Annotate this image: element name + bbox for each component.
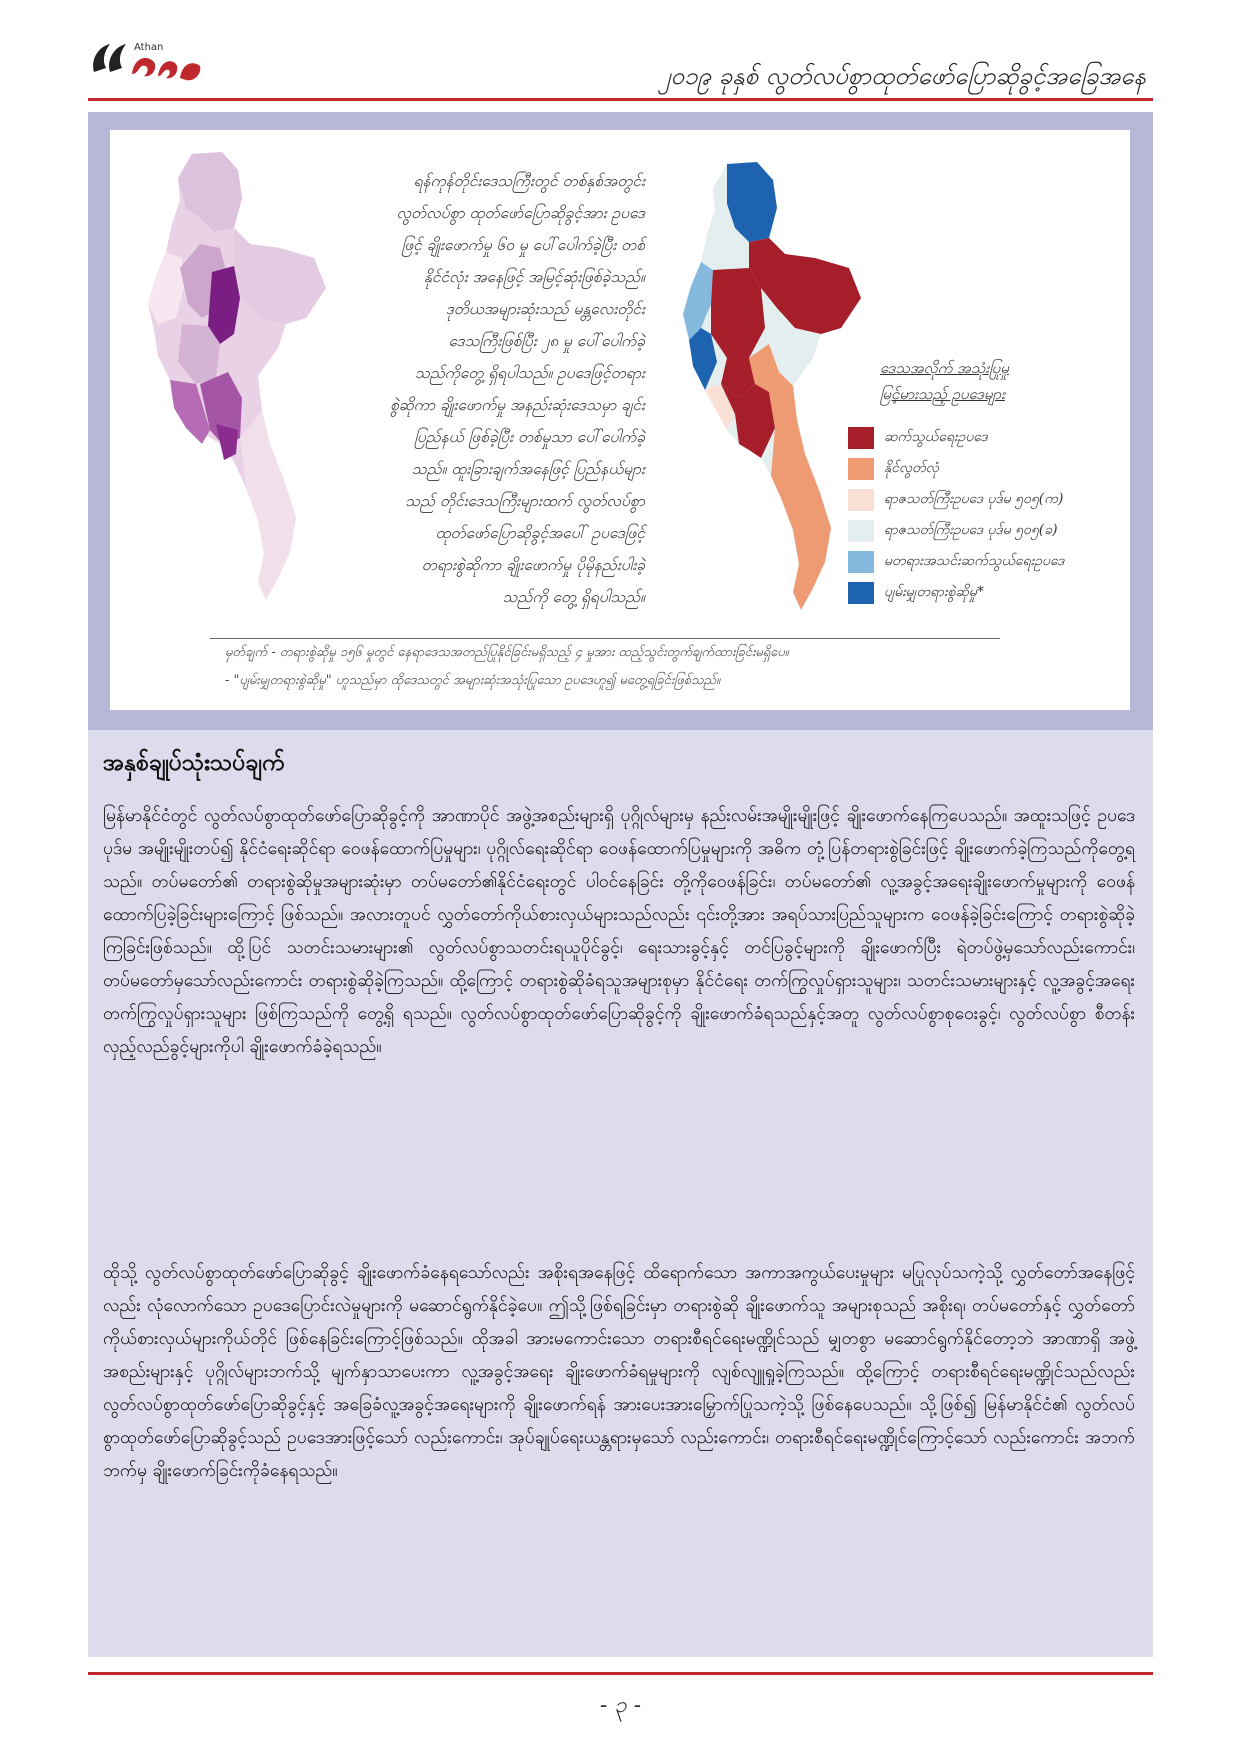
caption-line: သည်။ ထူးခြားချက်အနေဖြင့် ပြည်နယ်များ [411,460,645,478]
athan-logo [88,28,208,92]
caption-line: ဒေသကြီးဖြစ်ပြီး ၂၈ မှု ပေါ်ပေါက်ခဲ့ [448,332,645,350]
caption-line: လွတ်လပ်စွာ ထုတ်ဖော်ပြောဆိုခွင့်အား ဥပဒေ [396,204,645,222]
legend-label: ပျမ်းမျှတရားစွဲဆိုမှု* [884,584,984,600]
legend-title [880,355,1080,407]
legend-label: ရာဇသတ်ကြီးဥပဒေ ပုဒ်မ ၅၀၅(က) [884,491,1064,507]
caption-line: စွဲဆိုကာ ချိုးဖောက်မှု အနည်းဆုံးဒေသမှာ ချင်း [390,396,645,414]
legend-item [848,546,1128,577]
body-paragraph: ထိုသို့ လွတ်လပ်စွာထုတ်ဖော်ပြောဆိုခွင့် ချိုးဖောက်ခံနေရသော်လည်း အစိုးရအနေဖြင့် ထိရောက်သော အကာအကွယ်ပေးမှုများ မပြုလုပ်သကဲ့သို့ လွှတ်တော်အနေဖြင့်လည်း လုံလောက်သော ဥပဒေပြောင်းလဲမှုများကို မဆောင်ရွက်နိုင်ခဲ့ပေ။ ဤသို့ဖြစ်ရခြင်းမှာ တရားစွဲဆို ချိုးဖောက်သူ အများစုသည် အစိုးရ၊ တပ်မတော်နှင့် လွှတ်တော်ကိုယ်စားလှယ်များကိုယ်တိုင် ဖြစ်နေခြင်းကြောင့်ဖြစ်သည်။ ထိုအခါ အားမကောင်းသော တရားစီရင်ရေးမဏ္ဍိုင်သည် မျှတစွာ မဆောင်ရွက်နိုင်တော့ဘဲ အာဏာရှိ အဖွဲ့အစည်းများနှင့် ပုဂ္ဂိုလ်များဘက်သို့ မျက်နှာသာပေးကာ လူ့အခွင့်အရေး ချိုးဖောက်ခံရမှုများကို လျစ်လျူရှုခဲ့ကြသည်။ ထို့ကြောင့် တရားစီရင်ရေးမဏ္ဍိုင်သည်လည်း လွတ်လပ်စွာထုတ်ဖော်ပြောဆိုခွင့်နှင့် အခြေခံလူ့အခွင့်အရေးများကို ချိုးဖောက်ရန် အားပေးအားမြှောက်ပြုသကဲ့သို့ ဖြစ်နေပေသည်။ သို့ဖြစ်၍ မြန်မာနိုင်ငံ၏ လွတ်လပ်စွာထုတ်ဖော်ပြောဆိုခွင့်သည် ဥပဒေအားဖြင့်သော် လည်းကောင်း၊ အုပ်ချုပ်ရေးယန္တရားမှသော် လည်းကောင်း၊ တရားစီရင်ရေးမဏ္ဍိုင်ကြောင့်သော် လည်းကောင်း အဘက်ဘက်မှ ချိုးဖောက်ခြင်းကိုခံနေရသည်။ [103,1263,1135,1481]
legend-item [848,453,1128,484]
caption-line: တရားစွဲဆိုကာ ချိုးဖောက်မှု ပိုမိုနည်းပါးခဲ့ [421,556,645,574]
map-legend [848,422,1128,608]
page-number: - ၃ - [599,1693,642,1718]
legend-swatch [848,489,874,511]
caption-line: ရန်ကုန်တိုင်းဒေသကြီးတွင် တစ်နှစ်အတွင်း [413,172,645,190]
section-heading: အနှစ်ချုပ်သုံးသပ်ချက် [103,750,285,776]
region-tanintharyi [240,410,296,600]
caption-line: သည်ကိုတွေ့ ရှိရပါသည်။ ဥပဒေဖြင့်တရား [414,364,645,382]
legend-item [848,484,1128,515]
legend-label: မတရားအသင်းဆက်သွယ်ရေးဥပဒေ [884,553,1065,569]
legend-label: နိုင်လွတ်လုံ [884,460,939,476]
caption-line: ဒုတိယအများဆုံးသည် မန္တလေးတိုင်း [445,300,645,318]
caption-line: သည် တိုင်းဒေသကြီးများထက် လွတ်လပ်စွာ [405,492,645,510]
caption-line: ထုတ်ဖော်ပြောဆိုခွင့်အပေါ် ဥပဒေဖြင့် [435,524,645,542]
legend-item [848,515,1128,546]
map-caption [295,165,645,613]
legend-swatch [848,551,874,573]
legend-item [848,577,1128,608]
logo-text: Athan [134,42,164,53]
caption-line: ပြည်နယ် ဖြစ်ခဲ့ပြီး တစ်မှုသာ ပေါ်ပေါက်ခဲ့ [414,428,645,446]
myanmar-laws-map [665,158,865,618]
running-title: ၂၀၁၉ ခုနှစ် လွတ်လပ်စွာထုတ်ဖော်ပြောဆိုခွင့်အခြေအနေ [658,62,1146,90]
legend-item [848,422,1128,453]
caption-line: နိုင်ငံလုံး အနေဖြင့် အမြင့်ဆုံးဖြစ်ခဲ့သည်။ [423,268,645,286]
legend-swatch [848,427,874,449]
figure-note: - "ပျမ်းမျှတရားစွဲဆိုမှု" ဟူသည်မှာ ထိုဒေသတွင် အများဆုံးအသုံးပြုသော ဥပဒေဟူ၍ မတွေ့ရခြင်းဖြစ်သည်။ [225,673,721,688]
footer-rule [88,1672,1153,1675]
legend-title-line: ဒေသအလိုက် အသုံးပြုမှု [880,359,1009,377]
note-divider [210,638,1000,639]
header-rule [88,98,1153,101]
legend-swatch [848,582,874,604]
caption-line: သည်ကို တွေ့ ရှိရပါသည်။ [502,588,645,606]
legend-label: ရာဇသတ်ကြီးဥပဒေ ပုဒ်မ ၅၀၅(ခ) [884,522,1058,538]
caption-line: ဖြင့် ချိုးဖောက်မှု ၆၀ မှု ပေါ်ပေါက်ခဲ့ပြီး တစ် [401,236,645,254]
legend-label: ဆက်သွယ်ရေးဥပဒေ [884,429,988,445]
body-paragraph: မြန်မာနိုင်ငံတွင် လွတ်လပ်စွာထုတ်ဖော်ပြောဆိုခွင့်ကို အာဏာပိုင် အဖွဲ့အစည်းများရှိ ပုဂ္ဂိုလ်များမှ နည်းလမ်းအမျိုးမျိုးဖြင့် ချိုးဖောက်နေကြပေသည်။ အထူးသဖြင့် ဥပဒေပုဒ်မ အမျိုးမျိုးတပ်၍ နိုင်ငံရေးဆိုင်ရာ ဝေဖန်ထောက်ပြမှုများ၊ ပုဂ္ဂိုလ်ရေးဆိုင်ရာ ဝေဖန်ထောက်ပြမှုများကို အဓိက တုံ့ပြန်တရားစွဲခြင်းဖြင့် ချိုးဖောက်ခဲ့ကြသည်ကိုတွေ့ရသည်။ တပ်မတော်၏ တရားစွဲဆိုမှုအများဆုံးမှာ တပ်မတော်၏နိုင်ငံရေးတွင် ပါဝင်နေခြင်း တို့ကိုဝေဖန်ခြင်း၊ တပ်မတော်၏ လူ့အခွင့်အရေးချိုးဖောက်မှုများကို ဝေဖန် ထောက်ပြခဲ့ခြင်းများကြောင့် ဖြစ်သည်။ အလားတူပင် လွှတ်တော်ကိုယ်စားလှယ်များသည်လည်း ၎င်းတို့အား အရပ်သားပြည်သူများက ဝေဖန်ခဲ့ခြင်းကြောင့် တရားစွဲဆိုခဲ့ကြခြင်းဖြစ်သည်။ ထို့ပြင် သတင်းသမားများ၏ လွတ်လပ်စွာသတင်းရယူပိုင်ခွင့်၊ ရေးသားခွင့်နှင့် တင်ပြခွင့်များကို ချိုးဖောက်ပြီး ရဲတပ်ဖွဲ့မှသော်လည်းကောင်း၊ တပ်မတော်မှသော်လည်းကောင်း တရားစွဲဆိုခဲ့ကြသည်။ ထို့ကြောင့် တရားစွဲဆိုခံရသူအများစုမှာ နိုင်ငံရေး တက်ကြွလှုပ်ရှားသူများ၊ သတင်းသမားများနှင့် လူ့အခွင့်အရေး တက်ကြွလှုပ်ရှားသူများ ဖြစ်ကြသည်ကို တွေ့ရှိ ရသည်။ လွတ်လပ်စွာထုတ်ဖော်ပြောဆိုခွင့်ကို ချိုးဖောက်ခံရသည်နှင့်အတူ လွတ်လပ်စွာစုဝေးခွင့်၊ လွတ်လပ်စွာ စီတန်းလှည့်လည်ခွင့်များကိုပါ ချိုးဖောက်ခံခဲ့ရသည်။ [103,806,1135,1057]
figure-note: မှတ်ချက် - တရားစွဲဆိုမှု ၁၅၆ မှုတွင် နေရာဒေသအတည်ပြုနိုင်ခြင်းမရှိသည့် ၄ မှုအား ထည့်သွင်းတွက်ချက်ထားခြင်းမရှိပေ။ [225,645,789,660]
region-southeast [769,372,831,610]
legend-swatch [848,458,874,480]
legend-title-line: မြင့်မားသည့် ဥပဒေများ [880,385,1005,403]
legend-swatch [848,520,874,542]
